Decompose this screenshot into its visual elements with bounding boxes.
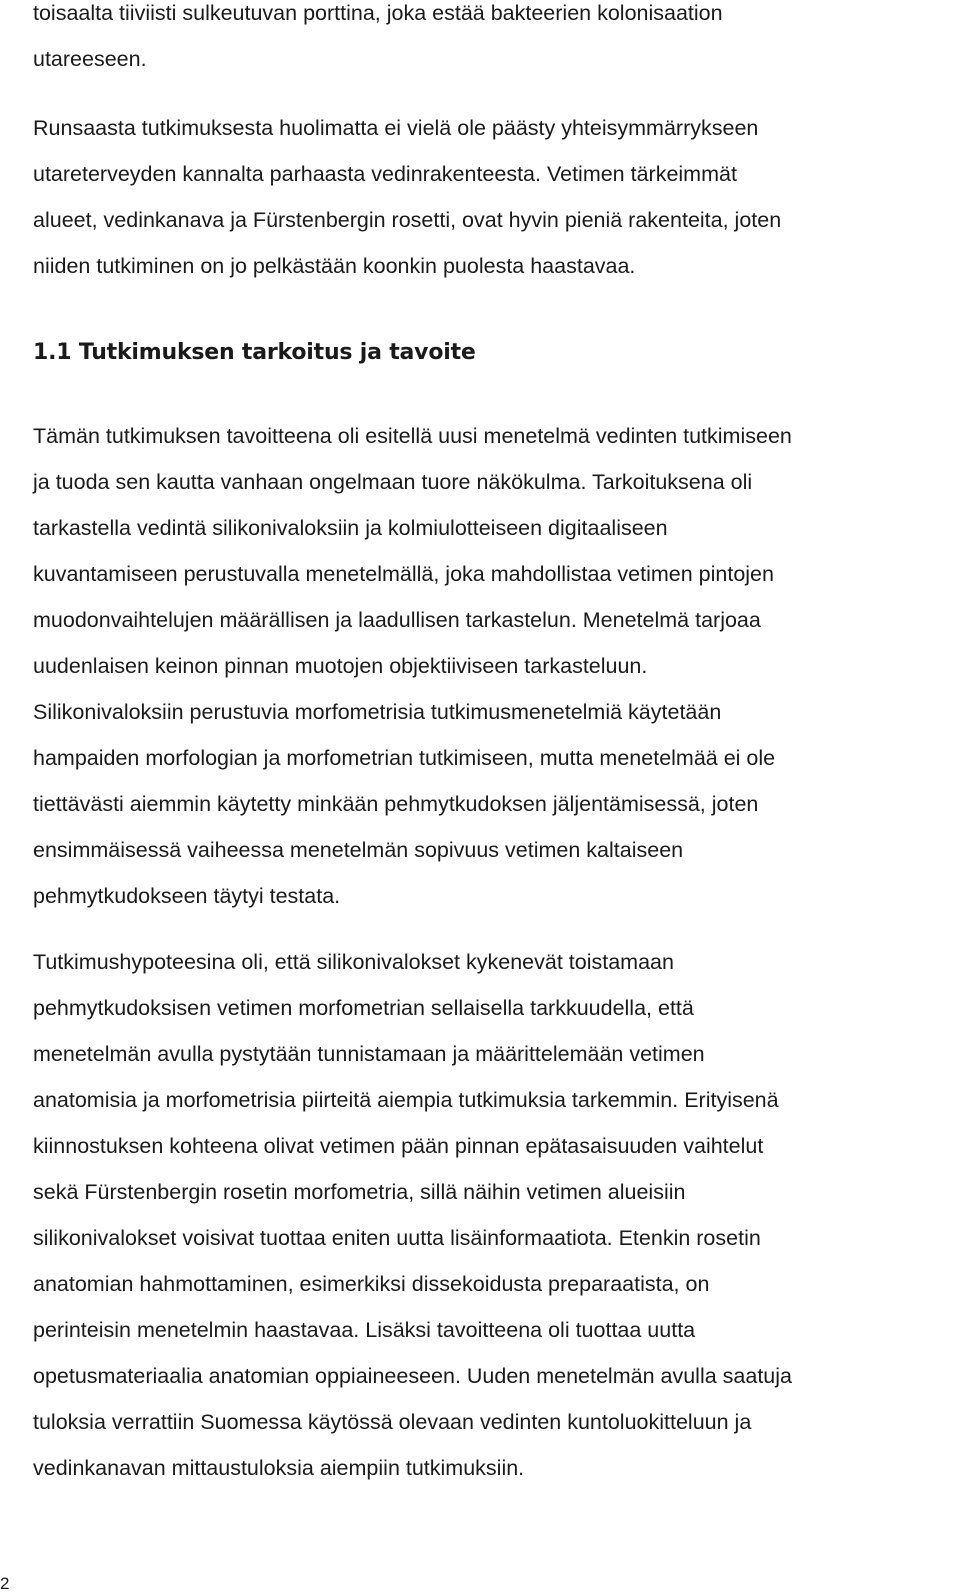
- text-line: ensimmäisessä vaiheessa menetelmän sopivuus vetimen kaltaiseen: [33, 838, 684, 862]
- text-line: pehmytkudokseen täytyi testata.: [33, 884, 341, 908]
- text-line: kiinnostuksen kohteena olivat vetimen pään pinnan epätasaisuuden vaihtelut: [33, 1134, 764, 1158]
- text-line: opetusmateriaalia anatomian oppiaineeseen. Uuden menetelmän avulla saatuja: [33, 1364, 792, 1388]
- text-line: Tämän tutkimuksen tavoitteena oli esitellä uusi menetelmä vedinten tutkimiseen: [33, 424, 792, 448]
- text-line: anatomisia ja morfometrisia piirteitä aiempia tutkimuksia tarkemmin. Erityisenä: [33, 1088, 779, 1112]
- text-line: anatomian hahmottaminen, esimerkiksi dissekoidusta preparaatista, on: [33, 1272, 710, 1296]
- paragraph-study-aim: [33, 413, 958, 919]
- text-line: utareeseen.: [33, 47, 147, 71]
- text-line: ja tuoda sen kautta vanhaan ongelmaan tuore näkökulma. Tarkoituksena oli: [33, 470, 753, 494]
- text-line: pehmytkudoksisen vetimen morfometrian sellaisella tarkkuudella, että: [33, 996, 694, 1020]
- text-line: kuvantamiseen perustuvalla menetelmällä, joka mahdollistaa vetimen pintojen: [33, 562, 774, 586]
- text-line: utareterveyden kannalta parhaasta vedinrakenteesta. Vetimen tärkeimmät: [33, 162, 737, 186]
- page-number: 2: [0, 1574, 10, 1593]
- text-line: toisaalta tiiviisti sulkeutuvan porttina, joka estää bakteerien kolonisaation: [33, 1, 723, 25]
- paragraph-teat-structure: [33, 105, 958, 289]
- text-line: menetelmän avulla pystytään tunnistamaan ja määrittelemään vetimen: [33, 1042, 705, 1066]
- paragraph-intro-continuation: [33, 0, 958, 82]
- text-line: vedinkanavan mittaustuloksia aiempiin tutkimuksiin.: [33, 1456, 525, 1480]
- text-line: alueet, vedinkanava ja Fürstenbergin rosetti, ovat hyvin pieniä rakenteita, joten: [33, 208, 782, 232]
- text-line: Runsaasta tutkimuksesta huolimatta ei vielä ole päästy yhteisymmärrykseen: [33, 116, 759, 140]
- text-line: sekä Fürstenbergin rosetin morfometria, sillä näihin vetimen alueisiin: [33, 1180, 686, 1204]
- text-line: Silikonivaloksiin perustuvia morfometrisia tutkimusmenetelmiä käytetään: [33, 700, 722, 724]
- text-line: perinteisin menetelmin haastavaa. Lisäksi tavoitteena oli tuottaa uutta: [33, 1318, 696, 1342]
- text-line: Tutkimushypoteesina oli, että silikonivalokset kykenevät toistamaan: [33, 950, 674, 974]
- section-heading-text: 1.1 Tutkimuksen tarkoitus ja tavoite: [33, 340, 476, 365]
- text-line: tuloksia verrattiin Suomessa käytössä olevaan vedinten kuntoluokitteluun ja: [33, 1410, 752, 1434]
- paragraph-hypothesis: [33, 939, 958, 1491]
- text-line: niiden tutkiminen on jo pelkästään koonkin puolesta haastavaa.: [33, 254, 636, 278]
- text-line: tarkastella vedintä silikonivaloksiin ja kolmiulotteiseen digitaaliseen: [33, 516, 668, 540]
- text-line: tiettävästi aiemmin käytetty minkään pehmytkudoksen jäljentämisessä, joten: [33, 792, 759, 816]
- text-line: hampaiden morfologian ja morfometrian tutkimiseen, mutta menetelmää ei ole: [33, 746, 776, 770]
- text-line: muodonvaihtelujen määrällisen ja laadullisen tarkastelun. Menetelmä tarjoaa: [33, 608, 761, 632]
- section-heading: [33, 330, 958, 376]
- text-line: uudenlaisen keinon pinnan muotojen objektiiviseen tarkasteluun.: [33, 654, 648, 678]
- text-line: silikonivalokset voisivat tuottaa eniten uutta lisäinformaatiota. Etenkin rosetin: [33, 1226, 761, 1250]
